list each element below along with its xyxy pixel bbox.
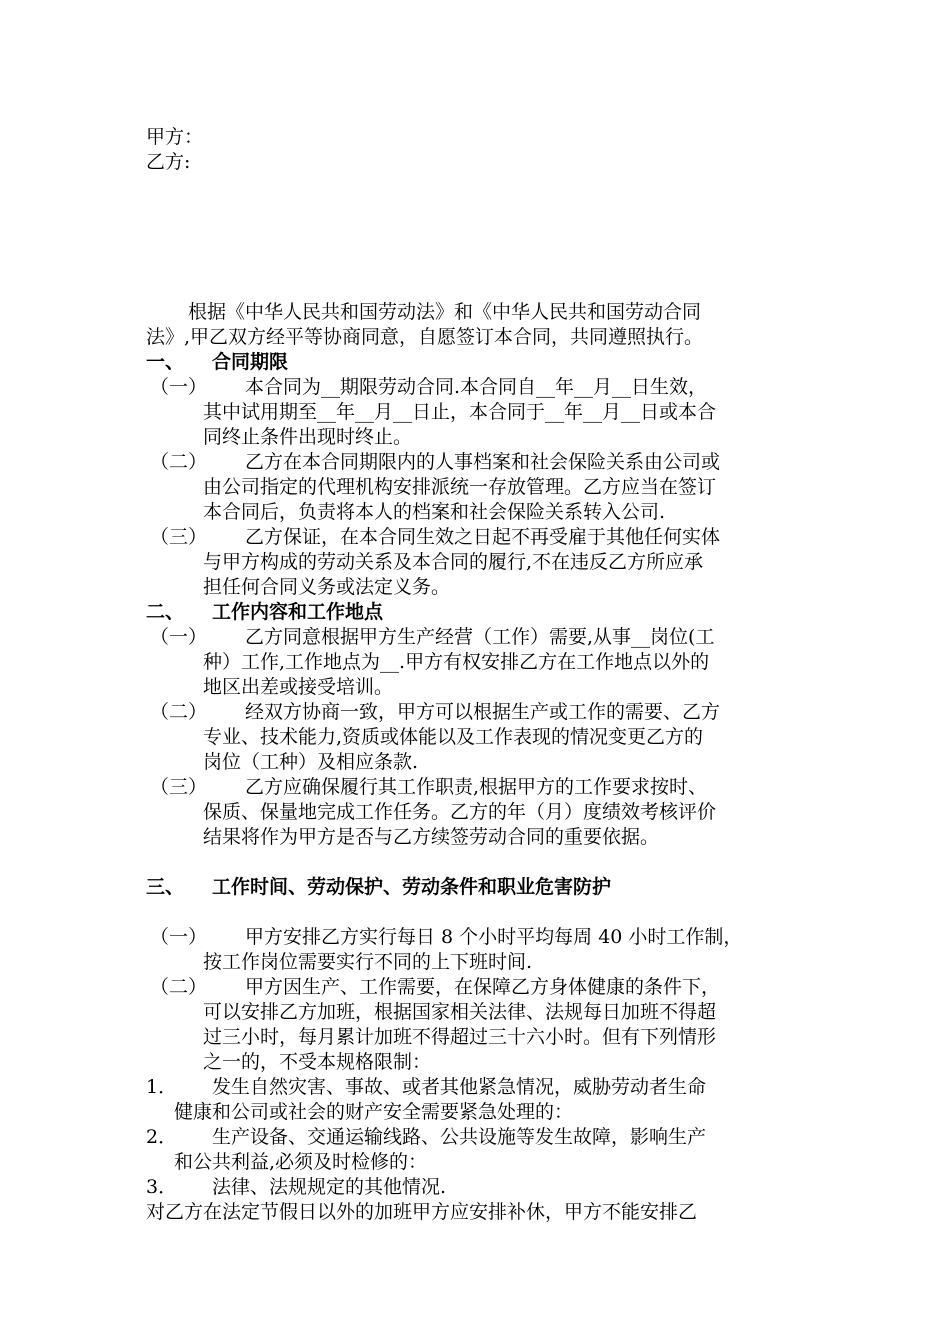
numbered-item-1-label: 1． xyxy=(146,1076,178,1098)
section-3-item-2-line-3: 过三小时，每月累计加班不得超过三十六小时。但有下列情形 xyxy=(203,1026,717,1048)
section-1-item-1-line-3: 同终止条件出现时终止。 xyxy=(203,426,413,448)
party-a-label: 甲方： xyxy=(146,126,204,148)
section-1-item-2-label: （二） xyxy=(150,451,208,473)
section-3-item-1-label: （一） xyxy=(150,926,208,948)
section-1-item-2-line-1: 乙方在本合同期限内的人事档案和社会保险关系由公司或 xyxy=(245,451,721,473)
section-1-item-1-label: （一） xyxy=(150,376,208,398)
section-1-item-2-line-3: 本合同后，负责将本人的档案和社会保险关系转入公司. xyxy=(203,501,666,523)
intro-line-2: 法》,甲乙双方经平等协商同意，自愿签订本合同，共同遵照执行。 xyxy=(146,326,704,348)
section-2-item-2-line-3: 岗位（工种）及相应条款. xyxy=(203,751,419,773)
section-1-item-3-label: （三） xyxy=(150,526,208,548)
section-3-item-2-line-1: 甲方因生产、工作需要，在保障乙方身体健康的条件下， xyxy=(245,976,721,998)
numbered-item-2-line-1: 生产设备、交通运输线路、公共设施等发生故障，影响生产 xyxy=(212,1126,707,1148)
numbered-item-1-line-2: 健康和公司或社会的财产安全需要紧急处理的： xyxy=(174,1101,574,1123)
numbered-item-1-line-1: 发生自然灾害、事故、或者其他紧急情况，威胁劳动者生命 xyxy=(212,1076,707,1098)
numbered-item-3-label: 3． xyxy=(146,1176,178,1198)
section-1-item-3-line-1: 乙方保证，在本合同生效之日起不再受雇于其他任何实体 xyxy=(245,526,721,548)
section-3-number: 三、 xyxy=(146,876,185,898)
section-3-item-2-label: （二） xyxy=(150,976,208,998)
party-b-label: 乙方: xyxy=(146,151,191,173)
section-2-item-3-line-2: 保质、保量地完成工作任务。乙方的年（月）度绩效考核评价 xyxy=(203,801,717,823)
section-1-title: 合同期限 xyxy=(212,351,289,373)
section-2-item-2-line-1: 经双方协商一致，甲方可以根据生产或工作的需要、乙方 xyxy=(245,701,721,723)
section-3-item-1-line-1: 甲方安排乙方实行每日 8 个小时平均每周 40 小时工作制， xyxy=(245,926,743,948)
section-1-item-3-line-3: 担任何合同义务或法定义务。 xyxy=(203,576,451,598)
section-2-item-3-line-1: 乙方应确保履行其工作职责,根据甲方的工作要求按时、 xyxy=(245,776,708,798)
section-3-item-2-line-4: 之一的，不受本规格限制： xyxy=(203,1051,432,1073)
section-2-item-2-line-2: 专业、技术能力,资质或体能以及工作表现的情况变更乙方的 xyxy=(203,726,704,748)
section-3-title: 工作时间、劳动保护、劳动条件和职业危害防护 xyxy=(212,876,612,898)
section-3-item-1-line-2: 按工作岗位需要实行不同的上下班时间. xyxy=(203,951,533,973)
section-2-title: 工作内容和工作地点 xyxy=(212,601,384,623)
section-1-item-2-line-2: 由公司指定的代理机构安排派统一存放管理。乙方应当在签订 xyxy=(203,476,717,498)
numbered-item-2-line-2: 和公共利益,必须及时检修的： xyxy=(174,1151,428,1173)
section-2-item-1-line-2: 种）工作,工作地点为__.甲方有权安排乙方在工作地点以外的 xyxy=(203,651,710,673)
section-1-item-1-line-2: 其中试用期至__年__月__日止，本合同于__年__月__日或本合 xyxy=(203,401,717,423)
section-2-number: 二、 xyxy=(146,601,185,623)
section-3-item-2-line-2: 可以安排乙方加班，根据国家相关法律、法规每日加班不得超 xyxy=(203,1001,717,1023)
section-2-item-1-line-3: 地区出差或接受培训。 xyxy=(203,676,394,698)
section-2-item-3-label: （三） xyxy=(150,776,208,798)
closing-line: 对乙方在法定节假日以外的加班甲方应安排补休，甲方不能安排乙 xyxy=(146,1201,698,1223)
section-2-item-1-line-1: 乙方同意根据甲方生产经营（工作）需要,从事__岗位(工 xyxy=(245,626,715,648)
section-1-item-1-line-1: 本合同为__期限劳动合同.本合同自__年__月__日生效， xyxy=(245,376,708,398)
section-1-item-3-line-2: 与甲方构成的劳动关系及本合同的履行,不在违反乙方所应承 xyxy=(203,551,704,573)
section-2-item-1-label: （一） xyxy=(150,626,208,648)
section-2-item-3-line-3: 结果将作为甲方是否与乙方续签劳动合同的重要依据。 xyxy=(203,826,660,848)
numbered-item-3-line-1: 法律、法规规定的其他情况. xyxy=(212,1176,447,1198)
numbered-item-2-label: 2． xyxy=(146,1126,178,1148)
section-1-number: 一、 xyxy=(146,351,185,373)
section-2-item-2-label: （二） xyxy=(150,701,208,723)
intro-line-1: 根据《中华人民共和国劳动法》和《中华人民共和国劳动合同 xyxy=(188,301,702,323)
